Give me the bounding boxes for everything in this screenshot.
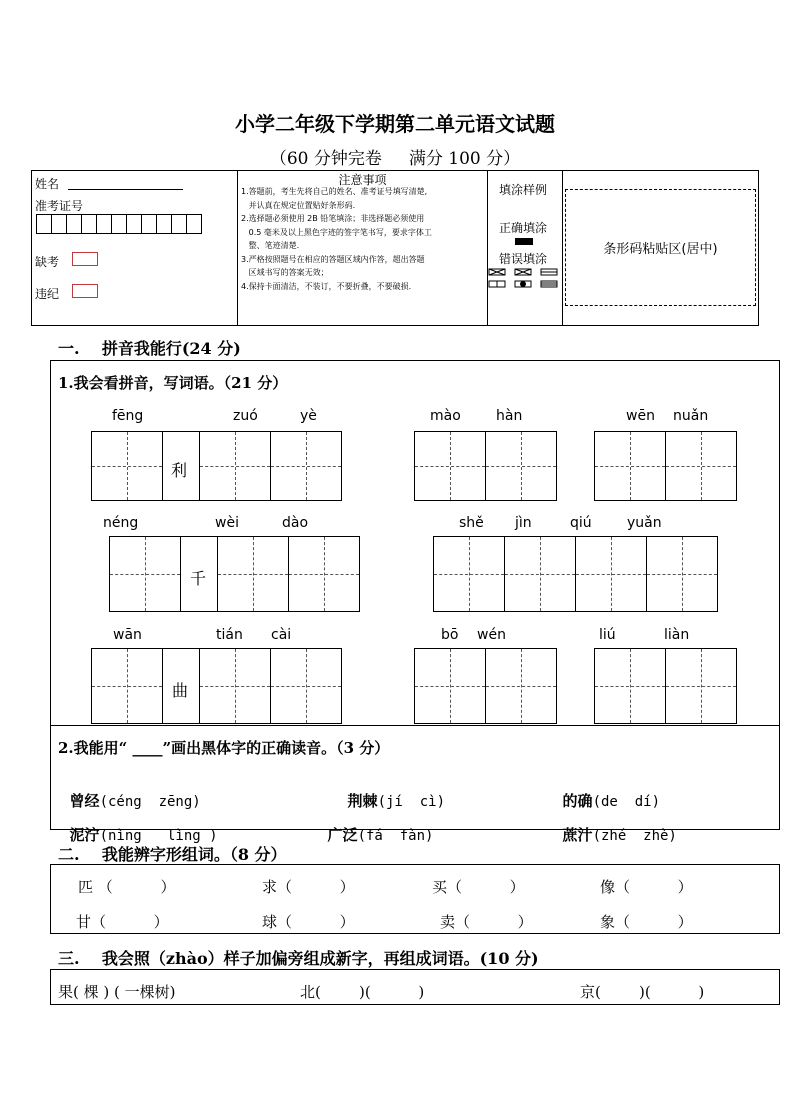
writing-grid[interactable] — [199, 431, 341, 501]
pinyin-label: jìn — [515, 515, 532, 531]
word-building-item[interactable]: 象（ ） — [600, 913, 693, 931]
pinyin-label: yè — [300, 408, 317, 424]
reading-item[interactable] — [60, 806, 218, 845]
writing-grid[interactable] — [91, 431, 162, 501]
wrong-fill-samples-icon — [487, 267, 562, 291]
violation-label: 违纪 — [35, 287, 60, 301]
pinyin-label: wān — [113, 627, 142, 643]
notice-list — [241, 185, 485, 293]
section-3-heading: 三. 我会照（zhào）样子加偏旁组成新字，再组成词语。(10 分) — [58, 949, 539, 968]
reading-word: 蔗汁 — [562, 826, 593, 844]
pinyin-label: mào — [430, 408, 461, 424]
notice-line: 1.答题前，考生先将自己的姓名、准考证号填写清楚, — [241, 187, 428, 196]
name-field[interactable] — [68, 189, 183, 190]
id-label: 准考证号 — [35, 199, 84, 213]
pinyin-label: shě — [459, 515, 484, 531]
notice-line: 区域书写的答案无效； — [241, 268, 329, 277]
word-building-item[interactable]: 球（ ） — [262, 913, 355, 931]
reading-options: (fá fàn) — [357, 828, 434, 844]
pinyin-label: hàn — [496, 408, 523, 424]
absent-checkbox[interactable] — [72, 252, 98, 266]
writing-grid[interactable] — [594, 431, 736, 501]
notice-line: 整、笔迹清楚. — [241, 241, 300, 250]
question-2-title: 2.我能用“ ____”画出黑体字的正确读音。（3 分） — [58, 739, 390, 757]
pinyin-label: qiú — [570, 515, 592, 531]
writing-grid[interactable] — [199, 648, 341, 724]
pinyin-label: tián — [216, 627, 243, 643]
word-building-item[interactable]: 卖（ ） — [440, 913, 533, 931]
reading-word: 广泛 — [327, 826, 358, 844]
radical-item[interactable]: 北( )( ) — [300, 983, 425, 1001]
writing-grid[interactable] — [594, 648, 736, 724]
reading-word: 荆棘 — [347, 792, 378, 810]
exam-info-box — [31, 170, 759, 326]
writing-grid[interactable] — [217, 536, 359, 612]
radical-example: 果( 棵 ) ( 一棵树) — [58, 983, 176, 1001]
pinyin-label: fēng — [112, 408, 144, 424]
reading-options: (céng zēng) — [99, 794, 201, 810]
pinyin-label: wén — [477, 627, 506, 643]
notice-line: 3.严格按照题号在相应的答题区域内作答，超出答题 — [241, 254, 425, 264]
word-building-item[interactable]: 买（ ） — [432, 878, 525, 896]
fill-sample-label: 填涂样例 — [499, 183, 548, 197]
name-label: 姓名 — [35, 177, 60, 191]
reading-item[interactable] — [318, 806, 433, 845]
pinyin-label: yuǎn — [627, 515, 662, 531]
reading-options: (jí cì) — [377, 794, 445, 810]
writing-grid[interactable] — [414, 431, 556, 501]
page-title: 小学二年级下学期第二单元语文试题 — [235, 112, 555, 136]
section-2-heading: 二. 我能辨字形组词。（8 分） — [58, 845, 287, 864]
barcode-area: 条形码粘贴区(居中) — [565, 189, 756, 306]
notice-line: 0.5 毫米及以上黑色字迹的签字笔书写，要求字体工 — [241, 227, 432, 237]
reading-word: 的确 — [562, 792, 593, 810]
pinyin-label: dào — [282, 515, 309, 531]
reading-item[interactable] — [553, 806, 677, 845]
notice-line: 2.选择题必须使用 2B 铅笔填涂；非选择题必须使用 — [241, 214, 425, 223]
pinyin-label: liú — [599, 627, 616, 643]
reading-options: (nìng lìng ) — [99, 828, 218, 844]
writing-grid[interactable] — [433, 536, 717, 612]
word-building-item[interactable]: 求（ ） — [262, 878, 355, 896]
wrong-fill-label: 错误填涂 — [499, 252, 548, 266]
pinyin-label: liàn — [664, 627, 690, 643]
given-character: 利 — [171, 461, 188, 480]
id-number-cells[interactable] — [36, 214, 201, 234]
writing-grid[interactable] — [109, 536, 180, 612]
word-building-item[interactable]: 像（ ） — [600, 878, 693, 896]
pinyin-label: zuó — [233, 408, 258, 424]
writing-grid[interactable] — [414, 648, 556, 724]
reading-options: (zhé zhè) — [592, 828, 677, 844]
pinyin-label: wēn — [626, 408, 655, 424]
pinyin-label: wèi — [215, 515, 239, 531]
notice-line: 并认真在规定位置贴好条形码. — [241, 200, 356, 210]
reading-word: 泥泞 — [69, 826, 100, 844]
writing-grid[interactable] — [91, 648, 162, 724]
correct-fill-label: 正确填涂 — [499, 221, 548, 235]
section-1-heading: 一. 拼音我能行(24 分) — [58, 339, 241, 358]
word-building-item[interactable]: 甘（ ） — [76, 913, 169, 931]
word-building-item[interactable]: 匹 （ ） — [78, 878, 176, 896]
pinyin-label: bō — [441, 627, 459, 643]
notice-title: 注意事项 — [338, 173, 387, 187]
pinyin-label: cài — [271, 627, 292, 643]
reading-options: (de dí) — [592, 794, 660, 810]
pinyin-label: nuǎn — [673, 408, 709, 424]
violation-checkbox[interactable] — [72, 284, 98, 298]
correct-fill-sample-icon — [515, 238, 533, 245]
notice-line: 4.保持卡面清洁，不装订，不要折叠，不要破损. — [241, 281, 412, 291]
pinyin-label: néng — [103, 515, 139, 531]
reading-word: 曾经 — [69, 792, 100, 810]
radical-item[interactable]: 京( )( ) — [580, 983, 705, 1001]
absent-label: 缺考 — [35, 255, 60, 269]
page-subtitle: （60 分钟完卷 满分 100 分） — [269, 149, 521, 169]
given-character: 千 — [190, 569, 207, 588]
question-1-title: 1.我会看拼音，写词语。（21 分） — [58, 374, 288, 392]
given-character: 曲 — [172, 681, 189, 700]
